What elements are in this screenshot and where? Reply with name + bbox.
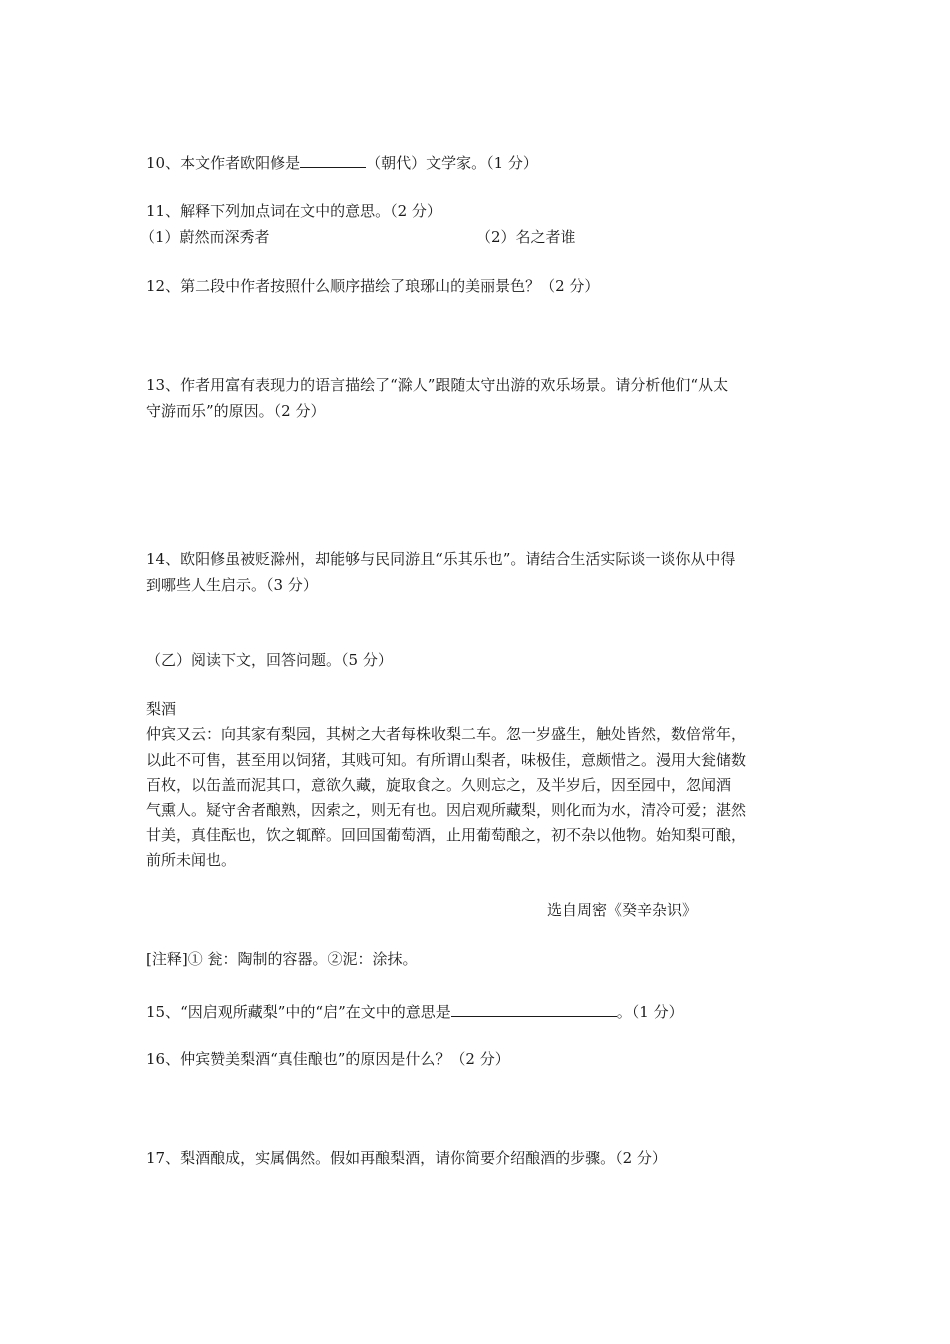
question-17: 17、梨酒酿成，实属偶然。假如再酿梨酒，请你简要介绍酿酒的步骤。（2 分） [146, 1149, 667, 1167]
passage-source: 选自周密《癸辛杂识》 [547, 901, 698, 919]
question-14-line-2: 到哪些人生启示。（3 分） [146, 576, 318, 594]
question-16: 16、仲宾赞美梨酒“真佳酿也”的原因是什么？（2 分） [146, 1050, 510, 1068]
question-11-item-1: （1）蔚然而深秀者 [140, 228, 270, 246]
passage-title: 梨酒 [146, 700, 177, 718]
question-10 [146, 153, 538, 171]
question-15-text-before: 15、“因启观所藏梨”中的“启”在文中的意思是 [146, 1003, 451, 1021]
question-13-line-1: 13、作者用富有表现力的语言描绘了“滁人”跟随太守出游的欢乐场景。请分析他们“从太 [146, 376, 729, 394]
passage-line-5: 甘美，真佳酝也，饮之辄醉。回回国葡萄酒，止用葡萄酿之，初不杂以他物。始知梨可酿， [146, 826, 747, 844]
passage-line-4: 气熏人。疑守舍者酿熟，因索之，则无有也。因启观所藏梨，则化而为水，清冷可爱；湛然 [146, 801, 747, 819]
question-11: 11、解释下列加点词在文中的意思。（2 分） [146, 202, 442, 220]
question-15 [146, 1002, 684, 1020]
passage-line-6: 前所未闻也。 [146, 851, 237, 869]
passage-line-2: 以此不可售，甚至用以饲猪，其贱可知。有所谓山梨者，味极佳，意颇惜之。漫用大瓮储数 [146, 751, 747, 769]
question-10-text-before: 10、本文作者欧阳修是 [146, 154, 301, 172]
answer-blank-15[interactable] [451, 1002, 617, 1017]
passage-notes: [注释]① 瓮：陶制的容器。②泥：涂抹。 [146, 950, 418, 968]
passage-line-1: 仲宾又云：向其家有梨园，其树之大者每株收梨二车。忽一岁盛生，触处皆然，数倍常年， [146, 725, 747, 743]
question-13-line-2: 守游而乐”的原因。（2 分） [146, 402, 326, 420]
question-10-text-after: （朝代）文学家。（1 分） [366, 154, 538, 172]
passage-line-3: 百枚，以缶盖而泥其口，意欲久藏，旋取食之。久则忘之，及半岁后，因至园中，忽闻酒 [146, 776, 732, 794]
question-15-text-after: 。（1 分） [616, 1003, 684, 1021]
question-11-item-2: （2）名之者谁 [476, 228, 576, 246]
question-14-line-1: 14、欧阳修虽被贬滁州，却能够与民同游且“乐其乐也”。请结合生活实际谈一谈你从中得 [146, 550, 736, 568]
section-b-heading: （乙）阅读下文，回答问题。（5 分） [146, 651, 393, 669]
question-12: 12、第二段中作者按照什么顺序描绘了琅琊山的美丽景色？（2 分） [146, 277, 600, 295]
answer-blank-10[interactable] [300, 153, 366, 168]
